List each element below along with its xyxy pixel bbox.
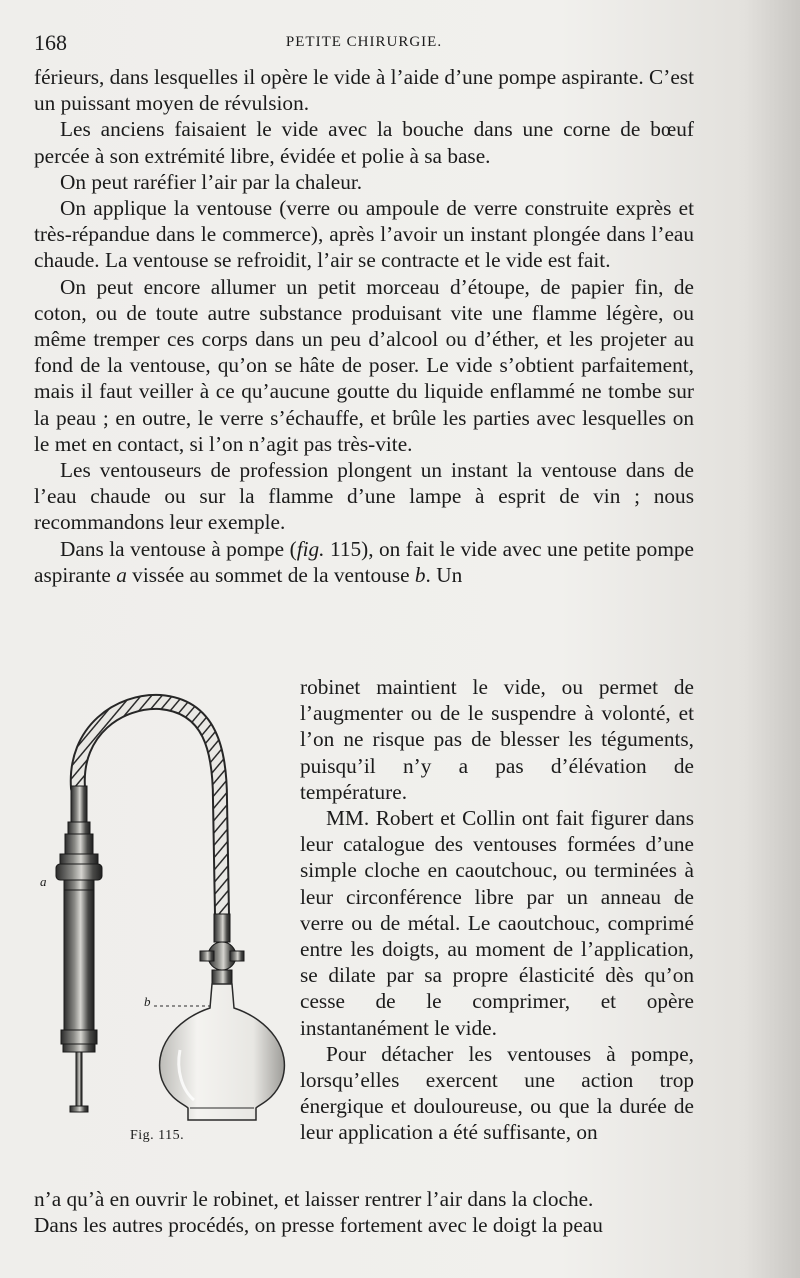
paragraph: robinet maintient le vide, ou permet de l’augmenter ou de le suspendre à volonté, et l’on ne risque pas de blesser les téguments, puisqu’il n’y a pas d’élévation de température. bbox=[300, 675, 694, 804]
figure-label-b: b bbox=[144, 994, 151, 1009]
paragraph: Pour détacher les ventouses à pompe, lorsqu’elles exercent une action trop énergique et douloureuse, ou que la durée de leur application a été suffisante, on bbox=[300, 1041, 694, 1145]
pump-paragraph bbox=[34, 536, 694, 588]
page-header bbox=[34, 30, 694, 56]
body-text-bottom bbox=[34, 1186, 694, 1238]
body-text-wrapped bbox=[300, 674, 694, 1146]
paragraph: férieurs, dans lesquelles il opère le vide à l’aide d’une pompe aspirante. C’est un puissant moyen de révulsion. bbox=[34, 65, 694, 116]
letter-b: b bbox=[414, 562, 426, 587]
paragraph: Dans les autres procédés, on presse fortement avec le doigt la peau bbox=[34, 1213, 603, 1238]
pump-cup-illustration bbox=[30, 690, 300, 1130]
body-text-top bbox=[34, 64, 694, 588]
text-run: Dans la ventouse à pompe ( bbox=[60, 536, 297, 561]
pump-a bbox=[56, 786, 102, 1112]
fig-ref: fig. bbox=[296, 536, 325, 561]
figure-caption: Fig. 115. bbox=[130, 1128, 185, 1143]
paragraph: On peut encore allumer un petit morceau d’étoupe, de papier fin, de coton, ou de toute autre substance produisant vite une flamme légère, ou même tremper ces corps dans un peu d’alcool ou d’éther, et les projeter au fond de la ventouse, qu’on se hâte de poser. Le vide s’obtient parfaitement, mais il faut veiller à ce qu’aucune goutte du liquide enflammé ne tombe sur la peau ; en outre, le verre s’échauffe, et brûle les parties avec lesquelles on le met en contact, si l’on n’agit pas très-vite. bbox=[34, 274, 694, 456]
figure-115 bbox=[30, 690, 300, 1160]
valve-and-cup-b bbox=[160, 914, 285, 1120]
running-head: PETITE CHIRURGIE. bbox=[285, 34, 443, 50]
paragraph: Les anciens faisaient le vide avec la bouche dans une corne de bœuf percée à son extrémité libre, évidée et polie à sa base. bbox=[34, 117, 694, 168]
text-run: 115), on fait le vide avec une petite pompe aspirante bbox=[34, 536, 694, 587]
paragraph: On peut raréfier l’air par la chaleur. bbox=[60, 169, 363, 194]
letter-a: a bbox=[116, 562, 127, 587]
paragraph: n’a qu’à en ouvrir le robinet, et laisser rentrer l’air dans la cloche. bbox=[34, 1187, 594, 1211]
paragraph: On applique la ventouse (verre ou ampoule de verre construite exprès et très-répandue dans le commerce), après l’avoir un instant plongée dans l’eau chaude. La ventouse se refroidit, l’air se contracte et le vide est fait. bbox=[34, 196, 694, 273]
paragraph: MM. Robert et Collin ont fait figurer dans leur catalogue des ventouses formées d’une simple cloche en caoutchouc, ou terminées à leur circonférence libre par un anneau de verre ou de métal. Le caoutchouc, comprimé entre les doigts, au moment de l’application, se dilate par sa propre élasticité dès qu’on cesse de le comprimer, et opère instantanément le vide. bbox=[300, 806, 694, 1040]
figure-label-a: a bbox=[40, 874, 47, 889]
text-run: . Un bbox=[425, 562, 463, 587]
paragraph: Les ventouseurs de profession plongent un instant la ventouse dans de l’eau chaude ou sur la flamme d’une lampe à esprit de vin ; nous recommandons leur exemple. bbox=[34, 458, 694, 535]
text-run: vissée au sommet de la ventouse bbox=[126, 562, 415, 587]
page-number: 168 bbox=[34, 30, 67, 55]
